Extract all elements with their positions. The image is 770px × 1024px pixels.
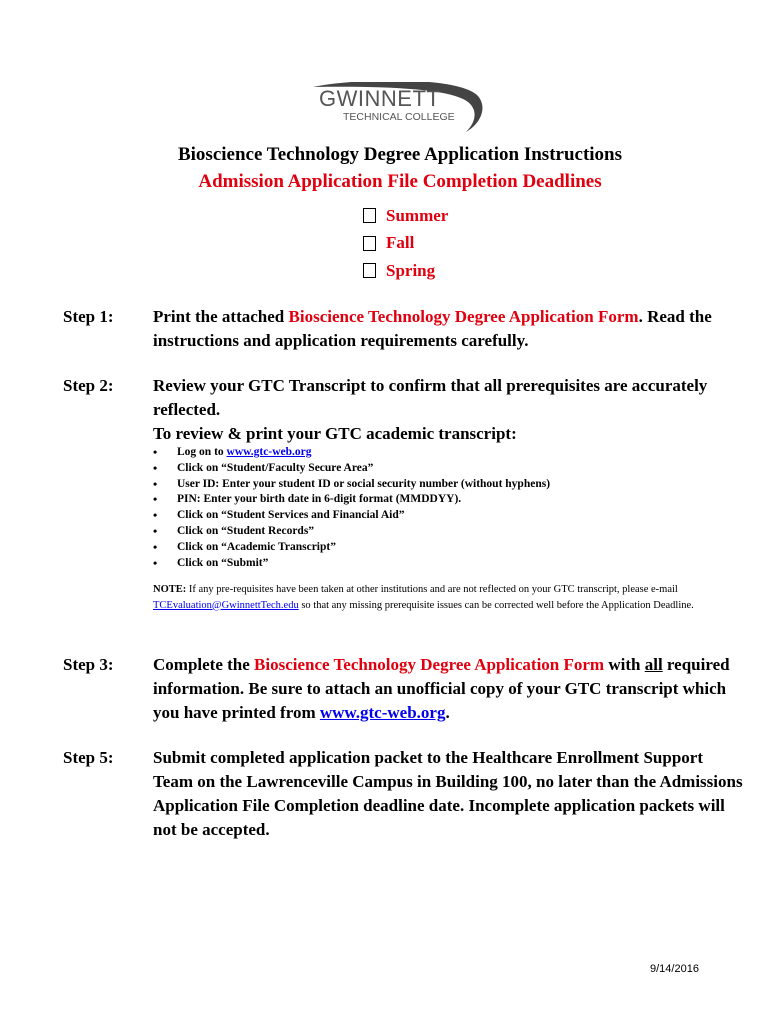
step-2-label: Step 2: bbox=[63, 376, 114, 395]
logo-subtitle: TECHNICAL COLLEGE bbox=[343, 111, 455, 123]
transcript-instructions-list bbox=[153, 445, 550, 571]
step-3-label: Step 3: bbox=[63, 655, 114, 674]
college-logo bbox=[310, 82, 488, 138]
step-3-part1: Complete the bbox=[153, 655, 255, 674]
step-3-part3: required information. Be sure to attach an unofficial copy of your GTC transcript which you have printed from bbox=[153, 655, 730, 722]
step-1-part1: Print the attached bbox=[153, 307, 289, 326]
list-item: • User ID: Enter your student ID or social security number (without hyphens) bbox=[153, 477, 550, 493]
prerequisite-note bbox=[153, 582, 753, 613]
term-label: Spring bbox=[386, 260, 436, 280]
term-label: Summer bbox=[386, 205, 449, 225]
step-3-emphasis: all bbox=[644, 655, 663, 674]
step-2-text bbox=[153, 374, 743, 446]
checkbox-icon[interactable] bbox=[363, 263, 376, 278]
list-item: • Click on “Student/Faculty Secure Area” bbox=[153, 461, 550, 477]
note-text: If any pre-requisites have been taken at other institutions and are not reflected on your GTC transcript, please e-mail bbox=[186, 584, 678, 595]
page-subtitle: Admission Application File Completion Deadlines bbox=[198, 171, 602, 192]
footer-date: 9/14/2016 bbox=[650, 963, 699, 975]
step-3-part2: with bbox=[604, 655, 645, 674]
list-item: • Click on “Submit” bbox=[153, 556, 550, 572]
evaluation-email-link[interactable]: TCEvaluation@GwinnettTech.edu bbox=[153, 599, 299, 611]
note-label: NOTE: bbox=[153, 584, 187, 595]
gtc-web-link[interactable]: www.gtc-web.org bbox=[319, 703, 446, 722]
step-2-line2: To review & print your GTC academic transcript: bbox=[153, 424, 517, 443]
step-5-label: Step 5: bbox=[63, 748, 114, 767]
term-spring[interactable] bbox=[363, 257, 448, 285]
step-1-form-name: Bioscience Technology Degree Application Form bbox=[288, 307, 639, 326]
list-item: • Click on “Student Services and Financial Aid” bbox=[153, 508, 550, 524]
page-title: Bioscience Technology Degree Application Instructions bbox=[177, 144, 623, 165]
step-3-text bbox=[153, 653, 743, 725]
step-1-text bbox=[153, 305, 743, 353]
note-text-2: so that any missing prerequisite issues can be corrected well before the Application Deadline. bbox=[298, 599, 694, 611]
step-3-form-name: Bioscience Technology Degree Application Form bbox=[254, 655, 605, 674]
term-checkbox-list bbox=[363, 202, 448, 285]
bullet-prefix: Log on to bbox=[177, 446, 227, 458]
step-3-part4: . bbox=[445, 703, 450, 722]
list-item: • PIN: Enter your birth date in 6-digit format (MMDDYY). bbox=[153, 492, 550, 508]
step-5-text: Submit completed application packet to the Healthcare Enrollment Support Team on the Lawrenceville Campus in Building 100, no later than the Admissions Application File Completion deadline date. Incomplete application packets will not be accepted. bbox=[153, 748, 743, 839]
gtc-web-link[interactable]: www.gtc-web.org bbox=[226, 446, 312, 458]
step-2-line1: Review your GTC Transcript to confirm that all prerequisites are accurately reflected. bbox=[153, 376, 708, 419]
term-label: Fall bbox=[386, 233, 415, 253]
list-item: • Click on “Student Records” bbox=[153, 524, 550, 540]
step-1-part2: . Read the instructions and application requirements carefully. bbox=[153, 307, 712, 350]
term-summer[interactable] bbox=[363, 202, 448, 230]
checkbox-icon[interactable] bbox=[363, 236, 376, 251]
checkbox-icon[interactable] bbox=[363, 208, 376, 223]
step-1-label: Step 1: bbox=[63, 307, 114, 326]
term-fall[interactable] bbox=[363, 230, 448, 258]
list-item: • Click on “Academic Transcript” bbox=[153, 540, 550, 556]
logo-name: GWINNETT bbox=[319, 86, 441, 111]
list-item bbox=[153, 445, 550, 461]
